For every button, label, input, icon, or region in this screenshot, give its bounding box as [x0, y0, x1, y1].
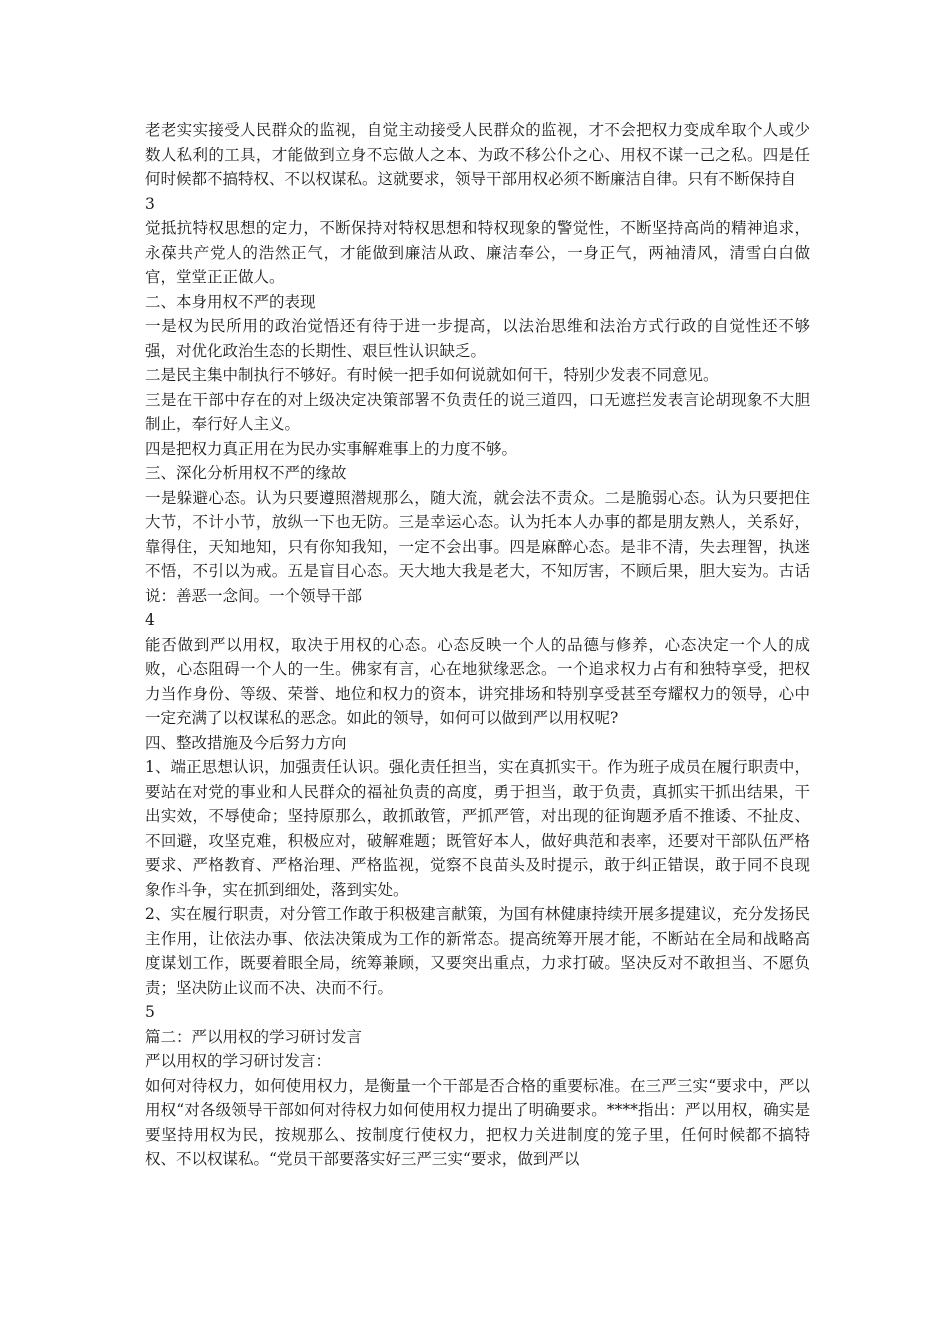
section-heading-2: 二、本身用权不严的表现: [145, 292, 316, 311]
page-number-3: 3: [145, 194, 155, 213]
paragraph-point-3: 三是在干部中存在的对上级决定决策部署不负责任的说三道四，口无遮拦发表言论胡现象不大胆制止，奉行好人主义。: [145, 390, 810, 433]
paragraph-point-1: 一是权为民所用的政治觉悟还有待于进一步提高，以法治思维和法治方式行政的自觉性还不够强，对优化政治生态的长期性、艰巨性认识缺乏。: [145, 317, 810, 360]
paragraph-mindset: 能否做到严以用权，取决于用权的心态。心态反映一个人的品德与修养，心态决定一个人的成败，心态阻碍一个人的一生。佛家有言，心在地狱缘恶念。一个追求权力占有和独特享受，把权力当作身份、等级、荣誉、地位和权力的资本，讲究排场和特别享受甚至夸耀权力的领导，心中一定充满了以权谋私的恶念。如此的领导，如何可以做到严以用权呢?: [145, 635, 810, 727]
speech-title: 严以用权的学习研讨发言：: [145, 1052, 332, 1070]
paragraph-measure-1: 1、端正思想认识，加强责任认识。强化责任担当，实在真抓实干。作为班子成员在履行职责中，要站在对党的事业和人民群众的福祉负责的高度，勇于担当，敢于负责，真抓实干抓出结果，干出实效，不辱使命；坚持原那么，敢抓敢管，严抓严管，对出现的征询题矛盾不推诿、不扯皮、不回避，攻坚克难，积极应对，破解难题；既管好本人，做好典范和表率，还要对干部队伍严格要求、严格教育、严格治理、严格监视，觉察不良苗头及时提示，敢于纠正错误，敢于同不良现象作斗争，实在抓到细处，落到实处。: [145, 758, 810, 899]
paragraph-speech-intro: 如何对待权力，如何使用权力，是衡量一个干部是否合格的重要标准。在三严三实“要求中，严以用权“对各级领导干部如何对待权力如何使用权力提出了明确要求。****指出：严以用权，确实是要坚持用权为民，按规那么、按制度行使权力，把权力关进制度的笼子里，任何时候都不搞特权、不以权谋私。“党员干部要落实好三严三实“要求，做到严以: [145, 1076, 810, 1168]
section-heading-3: 三、深化分析用权不严的缘故: [145, 464, 347, 482]
paragraph-anti-privilege: 觉抵抗特权思想的定力，不断保持对特权思想和特权现象的警觉性，不断坚持高尚的精神追求，永葆共产党人的浩然正气，才能做到廉洁从政、廉洁奉公，一身正气，两袖清风，清雪白白做官，堂堂正正做人。: [145, 219, 810, 286]
paragraph-supervision: 老老实实接受人民群众的监视，自觉主动接受人民群众的监视，才不会把权力变成牟取个人或少数人私利的工具，才能做到立身不忘做人之本、为政不移公仆之心、用权不谋一己之私。四是任何时候都不搞特权、不以权谋私。这就要求，领导干部用权必须不断廉洁自律。只有不断保持自: [145, 121, 810, 188]
paragraph-point-4: 四是把权力真正用在为民办实事解难事上的力度不够。: [145, 439, 518, 458]
paragraph-mentalities: 一是躲避心态。认为只要遵照潜规那么，随大流，就会法不责众。二是脆弱心态。认为只要把住大节，不计小节，放纵一下也无防。三是幸运心态。认为托本人办事的都是朋友熟人，关系好，靠得住，天知地知，只有你知我知，一定不会出事。四是麻醉心态。是非不清，失去理智，执迷不悟，不引以为戒。五是盲目心态。天大地大我是老大，不知厉害，不顾后果，胆大妄为。古话说：善恶一念间。一个领导干部: [145, 488, 810, 605]
section-heading-4: 四、整改措施及今后努力方向: [145, 733, 347, 752]
paragraph-point-2: 二是民主集中制执行不够好。有时候一把手如何说就如何干，特别少发表不同意见。: [145, 366, 719, 384]
document-body: [145, 118, 810, 1172]
page-number-5: 5: [145, 1003, 155, 1021]
paragraph-measure-2: 2、实在履行职责，对分管工作敢于积极建言献策，为国有林健康持续开展多提建议，充分发扬民主作用，让依法办事、依法决策成为工作的新常态。提高统筹开展才能，不断站在全局和战略高度谋划工作，既要着眼全局，统筹兼顾，又要突出重点，力求打破。坚决反对不敢担当、不愿负责；坚决防止议而不决、决而不行。: [145, 905, 810, 997]
chapter-title: 篇二：严以用权的学习研讨发言: [145, 1027, 363, 1046]
page-number-4: 4: [145, 611, 155, 629]
